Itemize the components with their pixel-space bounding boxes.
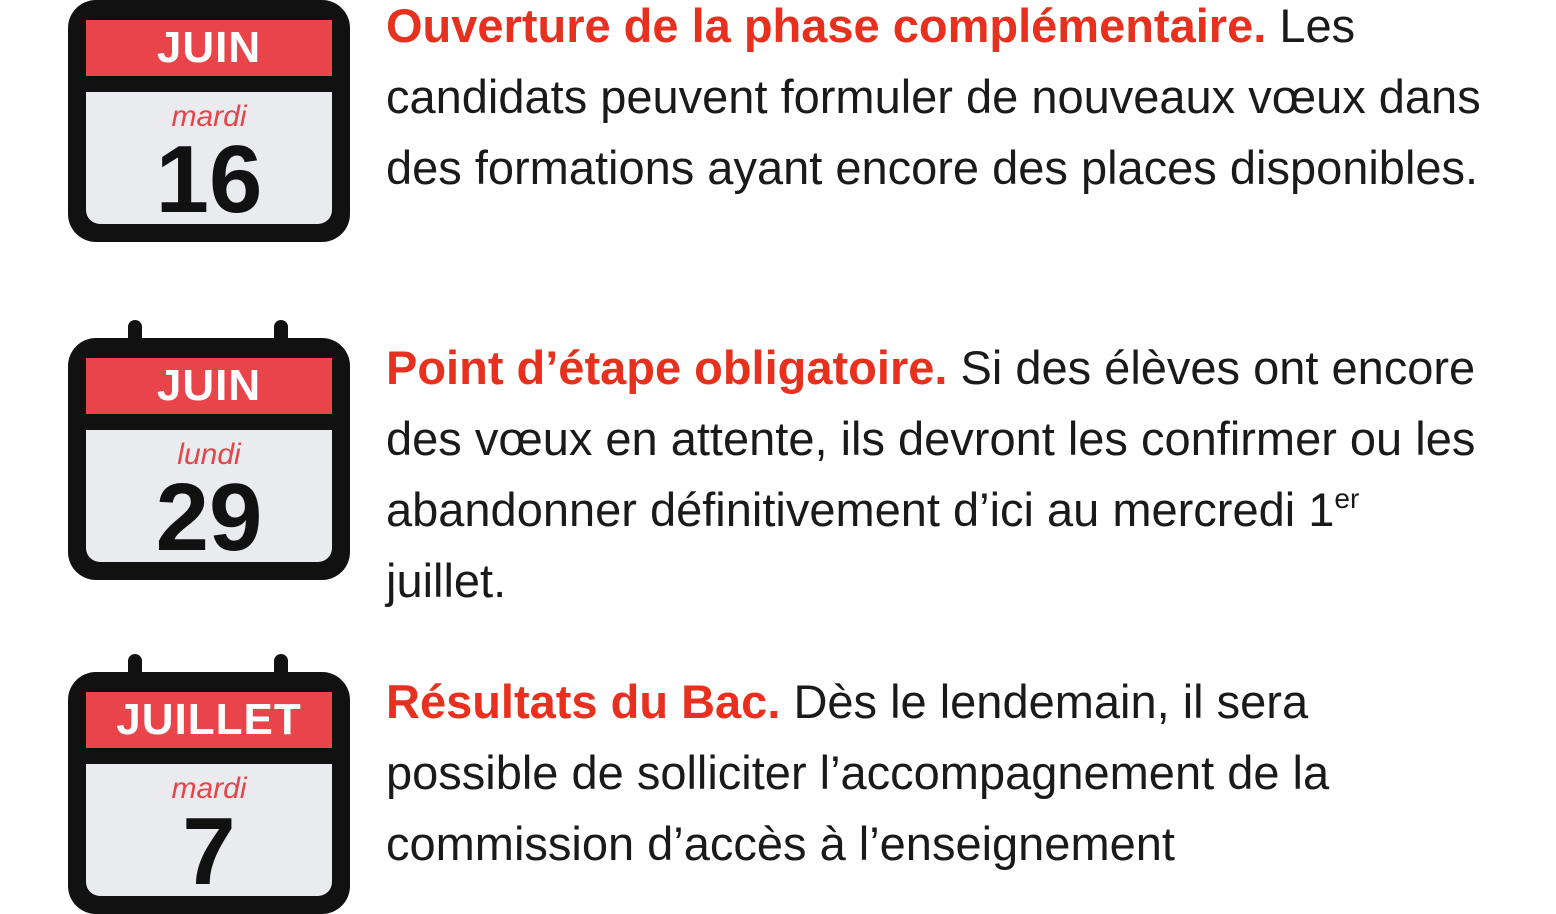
calendar-day-name: lundi	[177, 438, 241, 471]
calendar-day-number: 7	[182, 798, 236, 905]
entry-body-superscript: er	[1334, 483, 1360, 514]
calendar-icon	[68, 654, 350, 914]
calendar-icon	[68, 0, 350, 242]
entry-text	[386, 0, 1486, 203]
calendar-month: JUIN	[86, 20, 332, 76]
entry-text	[386, 332, 1486, 616]
calendar-page	[86, 430, 332, 571]
entry-title: Résultats du Bac.	[386, 675, 781, 728]
calendar-icon	[68, 320, 350, 580]
calendar-month: JUIN	[86, 358, 332, 414]
calendar-day-name: mardi	[171, 772, 247, 805]
calendar-frame	[68, 672, 350, 914]
calendar-day-name: mardi	[171, 100, 247, 133]
calendar-page	[86, 92, 332, 233]
calendar-day-number: 16	[155, 126, 263, 233]
entry-body: Si des élèves ont encore des vœux en attente, ils devront les confirmer ou les abandonner définitivement d’ici au mercredi 1	[386, 341, 1476, 536]
calendar-frame	[68, 0, 350, 242]
entry-title: Point d’étape obligatoire.	[386, 341, 948, 394]
entry-body: Les candidats peuvent formuler de nouveaux vœux dans des formations ayant encore des places disponibles.	[386, 0, 1481, 194]
calendar-page	[86, 764, 332, 905]
entry-body: Dès le lendemain, il sera possible de solliciter l’accompagnement de la commission d’accès à l’enseignement	[386, 675, 1330, 870]
entry-body-end: juillet.	[386, 554, 507, 607]
calendar-frame	[68, 338, 350, 580]
entry-text	[386, 666, 1486, 875]
calendar-day-number: 29	[155, 464, 263, 571]
entry-title: Ouverture de la phase complémentaire.	[386, 0, 1267, 52]
calendar-month: JUILLET	[86, 692, 332, 748]
